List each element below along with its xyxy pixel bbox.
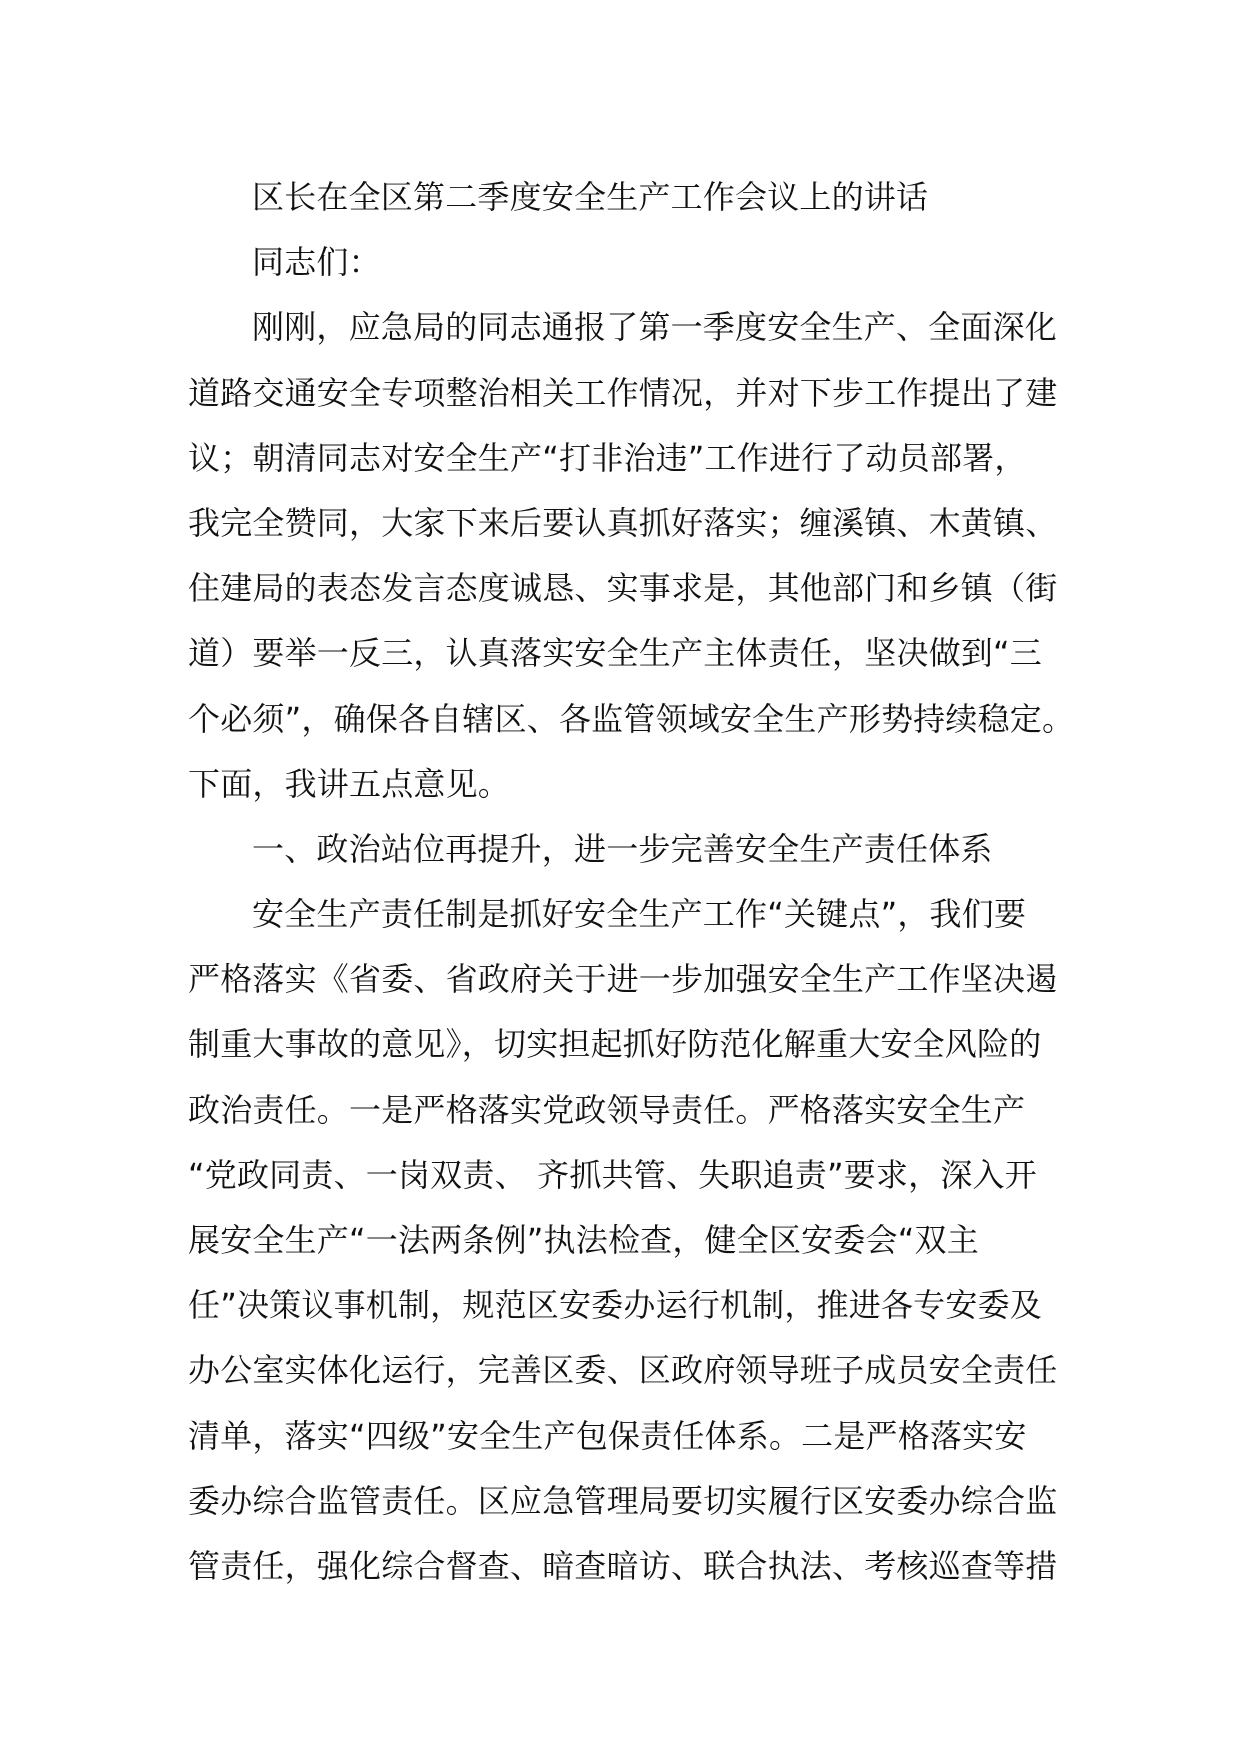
document-body — [188, 165, 1075, 1599]
paragraph-line: 管责任，强化综合督查、暗查暗访、联合执法、考核巡查等措 — [188, 1546, 1058, 1585]
paragraph-line: 住建局的表态发言态度诚恳、实事求是，其他部门和乡镇（街 — [188, 569, 1058, 608]
paragraph-line: 我完全赞同，大家下来后要认真抓好落实；缠溪镇、木黄镇、 — [188, 503, 1058, 542]
paragraph-line: 下面，我讲五点意见。 — [188, 764, 511, 803]
paragraph-line: “党政同责、一岗双责、 齐抓共管、失职追责”要求，深入开 — [188, 1155, 1037, 1194]
paragraph-line: 委办综合监管责任。区应急管理局要切实履行区安委办综合监 — [188, 1481, 1058, 1520]
document-title: 区长在全区第二季度安全生产工作会议上的讲话 — [252, 178, 929, 216]
paragraph-line: 任”决策议事机制，规范区安委办运行机制，推进各专安委及 — [188, 1286, 1042, 1325]
paragraph-line: 道）要举一反三，认真落实安全生产主体责任，坚决做到“三 — [188, 634, 1042, 673]
paragraph-line: 政治责任。一是严格落实党政领导责任。严格落实安全生产 — [188, 1090, 1026, 1129]
paragraph-line: 安全生产责任制是抓好安全生产工作“关键点”，我们要 — [252, 895, 1027, 934]
paragraph-line: 刚刚，应急局的同志通报了第一季度安全生产、全面深化 — [252, 308, 1058, 347]
paragraph-line: 展安全生产“一法两条例”执法检查，健全区安委会“双主 — [188, 1221, 979, 1259]
paragraph-line: 严格落实《省委、省政府关于进一步加强安全生产工作坚决遏 — [188, 960, 1058, 999]
paragraph-line: 议；朝清同志对安全生产“打非治违”工作进行了动员部署， — [188, 438, 1027, 477]
paragraph-line: 制重大事故的意见》，切实担起抓好防范化解重大安全风险的 — [188, 1025, 1042, 1064]
salutation: 同志们： — [252, 243, 381, 282]
paragraph-line: 个必须”，确保各自辖区、各监管领域安全生产形势持续稳定。 — [188, 699, 1075, 738]
paragraph-line: 清单，落实“四级”安全生产包保责任体系。二是严格落实安 — [188, 1416, 1027, 1455]
paragraph-line: 道路交通安全专项整治相关工作情况，并对下步工作提出了建 — [188, 373, 1058, 412]
paragraph-line: 办公室实体化运行，完善区委、区政府领导班子成员安全责任 — [188, 1351, 1058, 1390]
section-heading: 一、政治站位再提升，进一步完善安全生产责任体系 — [252, 829, 993, 868]
